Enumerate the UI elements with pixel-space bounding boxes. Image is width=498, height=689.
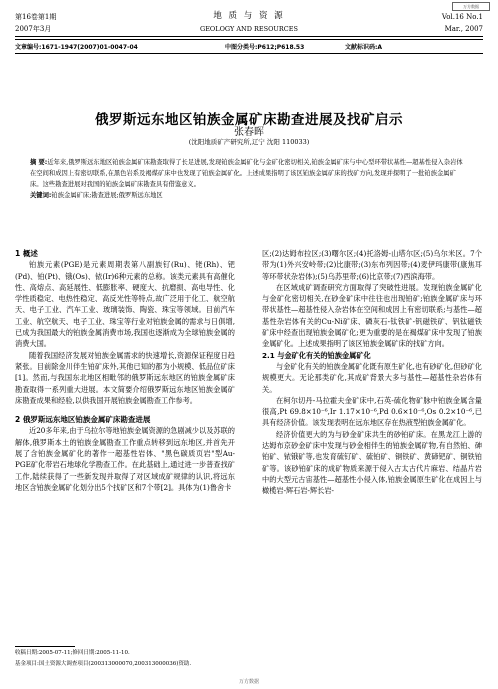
- section-1-paragraph-2: 随着我国经济发展对铂族金属需求的快速增长,资源保证程度日趋紧张。目前除金川伴生铂矿床外,其他已知的都为小规模、低品位矿床[1]。然而,与我国东北地区相毗邻的俄罗斯远东地区的铂族金属矿床勘查取得一系列重大进展。本文简要介绍俄罗斯远东地区铂族金属矿床勘查成果和经验,以供我国开展铂族金属勘查工作参考。: [15, 350, 235, 405]
- abstract-text: 近年来,俄罗斯远东地区铂族金属矿床勘查取得了长足进展,发现铂族金属矿化与金矿化密切相关,铂族金属矿床与中心型环带状基性—超基性侵入杂岩体在空间和成因上有密切联系,在黑色岩系及褐煤矿床中也发现了铂族金属矿化。上述成果指明了该区铂族金属矿床的找矿方向,发现并探明了一批铂族金属矿床。这些勘查进展对我国的铂族金属矿床勘查具有借鉴意义。: [30, 159, 463, 188]
- section-1-heading: 1 概述: [15, 249, 38, 258]
- abstract-label: 摘 要:: [30, 159, 48, 166]
- fund-note: 基金项目:国土资源大调查项目(200313000070,200313000036)资助.: [15, 661, 192, 667]
- journal-name-en: GEOLOGY AND RESOURCES: [200, 25, 298, 33]
- journal-issue: 第16卷第1期: [15, 13, 57, 21]
- document-code: 文献标识码:A: [345, 44, 383, 51]
- affiliation: (沈阳地质矿产研究所,辽宁 沈阳 110033): [188, 138, 310, 146]
- classification-code: 中图分类号:P612;P618.53: [225, 44, 305, 51]
- left-column: [15, 248, 235, 493]
- right-paragraph-2: 在区域成矿调查研究方面取得了突破性进展。发现铂族金属矿化与金矿化密切相关,在砂金矿床中往往也出现铂矿;铂族金属矿床与环带状基性—超基性侵入杂岩体在空间和成因上有密切联系;与基性—超基性杂岩体有关的Cu-Ni矿床、磷灰石-钛铁矿-钒磁铁矿、钒钛磁铁矿床中经查出现铂族金属矿化;更为重要的是在褐煤矿床中发现了铂族金属矿化。上述成果指明了该区铂族金属矿床的找矿方向。: [262, 282, 482, 349]
- meta-rule: [15, 53, 483, 54]
- article-number: 文章编号:1671-1947(2007)01-0047-04: [15, 44, 138, 51]
- section-1-paragraph-1: 铂族元素(PGE)是元素周期表第八副族钌(Ru)、铑(Rh)、钯(Pd)、铂(Pt)、锇(Os)、铱(Ir)6种元素的总称。该类元素具有高催化性、高熔点、高延展性、低膨胀率、硬度大、抗磨损、高电导性、化学性质稳定、电热性稳定、高反光性等特点,故广泛用于化工、航空航天、电子工业、汽车工业、玻璃装饰、陶瓷、珠宝等领域。目前汽车工业、航空航天、电子工业、珠宝等行业对铂族金属的需求与日俱增,已成为我国最大的铂族金属消费市场,我国也逐渐成为全球铂族金属的消费大国。: [15, 260, 235, 349]
- volume-number: Vol.16 No.1: [441, 13, 483, 21]
- author: 张春晖: [234, 127, 264, 138]
- page-footer: 万方数据: [238, 679, 259, 685]
- received-date: 收稿日期:2005-07-11;修回日期:2005-11-10.: [15, 650, 130, 656]
- abstract-block: [30, 157, 468, 201]
- right-paragraph-5: 经济价值更大的为与砂金矿床共生的砂铂矿床。在黑龙江上游的达姆布京砂金矿床中发现与砂金相伴生的铂族金属矿物,有自然铂、砷铂矿、铱锇矿等,也发育硫钌矿、硫铂矿、铜铁矿、黄碲钯矿、铜铁铂矿等。该砂铂矿床的成矿物质来源于侵入古太古代片麻岩、结晶片岩中的大型元古宙基性—超基性小侵入体,铂族金属原生矿化在成因上与橄榄岩-辉石岩-辉长岩-: [262, 429, 482, 496]
- section-2-heading: 2 俄罗斯远东地区铂族金属矿床勘查进展: [15, 415, 151, 425]
- section-2-paragraph-1: 近20多年来,由于乌拉尔等地铂族金属资源的急剧减少以及苏联的解体,俄罗斯本土的铂族金属勘查工作重点转移到远东地区,并首先开展了含铂族金属矿化的著作一超基性岩体、"黑色碳质页岩"型Au-PGE矿化带岩石地球化学勘查工作。在此基础上,通过进一步普查找矿工作,陆续获得了一些新发现并取得了对区域成矿规律的认识,将远东地区含铂族金属矿化划分出5个找矿区和7个带[2]。具体为(1)鲁舍卡: [15, 426, 235, 492]
- keywords-text: 铂族金属矿床;勘查进展;俄罗斯远东地区: [51, 192, 163, 199]
- right-paragraph-4: 在柯尔切丹-马拉霍夫金矿床中,石英-硫化物矿脉中铂族金属含量很高,Pt 69.8×10⁻⁶,Ir 1.17×10⁻⁶,Pd 0.6×10⁻⁶,Os 0.2×10⁻⁶,已具有经济价值。该发现表明在远东地区存在热液型铂族金属矿化。: [262, 395, 482, 428]
- right-column: [262, 248, 482, 497]
- watermark-stamp: 万方数据: [452, 2, 490, 11]
- journal-date: 2007年3月: [15, 25, 52, 33]
- journal-name: 地 质 与 资 源: [213, 11, 285, 21]
- right-paragraph-1: 区;(2)达姆布拉区;(3)曙尔区;(4)托洛姆-山塔尔区;(5)乌尔米区。7个带为(1)外兴安岭带;(2)比康带;(3)东布列因带;(4)麦伊玛康带(康焦耳等环带状杂岩体);(5)乌苏里带;(6)比京带;(7)西滨海带。: [262, 249, 482, 281]
- volume-date: Mar., 2007: [444, 25, 483, 33]
- footnote-rule: [15, 646, 75, 647]
- right-paragraph-3: 与金矿化有关的铂族金属矿化既有原生矿化,也有砂矿化,但砂矿化规模更大。无论那类矿化,其成矿背景大多与基性—超基性杂岩体有关。: [262, 361, 482, 394]
- paper-title: 俄罗斯远东地区铂族金属矿床勘查进展及找矿启示: [95, 112, 403, 128]
- header-rule: [15, 36, 483, 40]
- keywords-label: 关键词:: [30, 192, 52, 199]
- subsection-2-1-heading: 2.1 与金矿化有关的铂族金属矿化: [262, 350, 371, 360]
